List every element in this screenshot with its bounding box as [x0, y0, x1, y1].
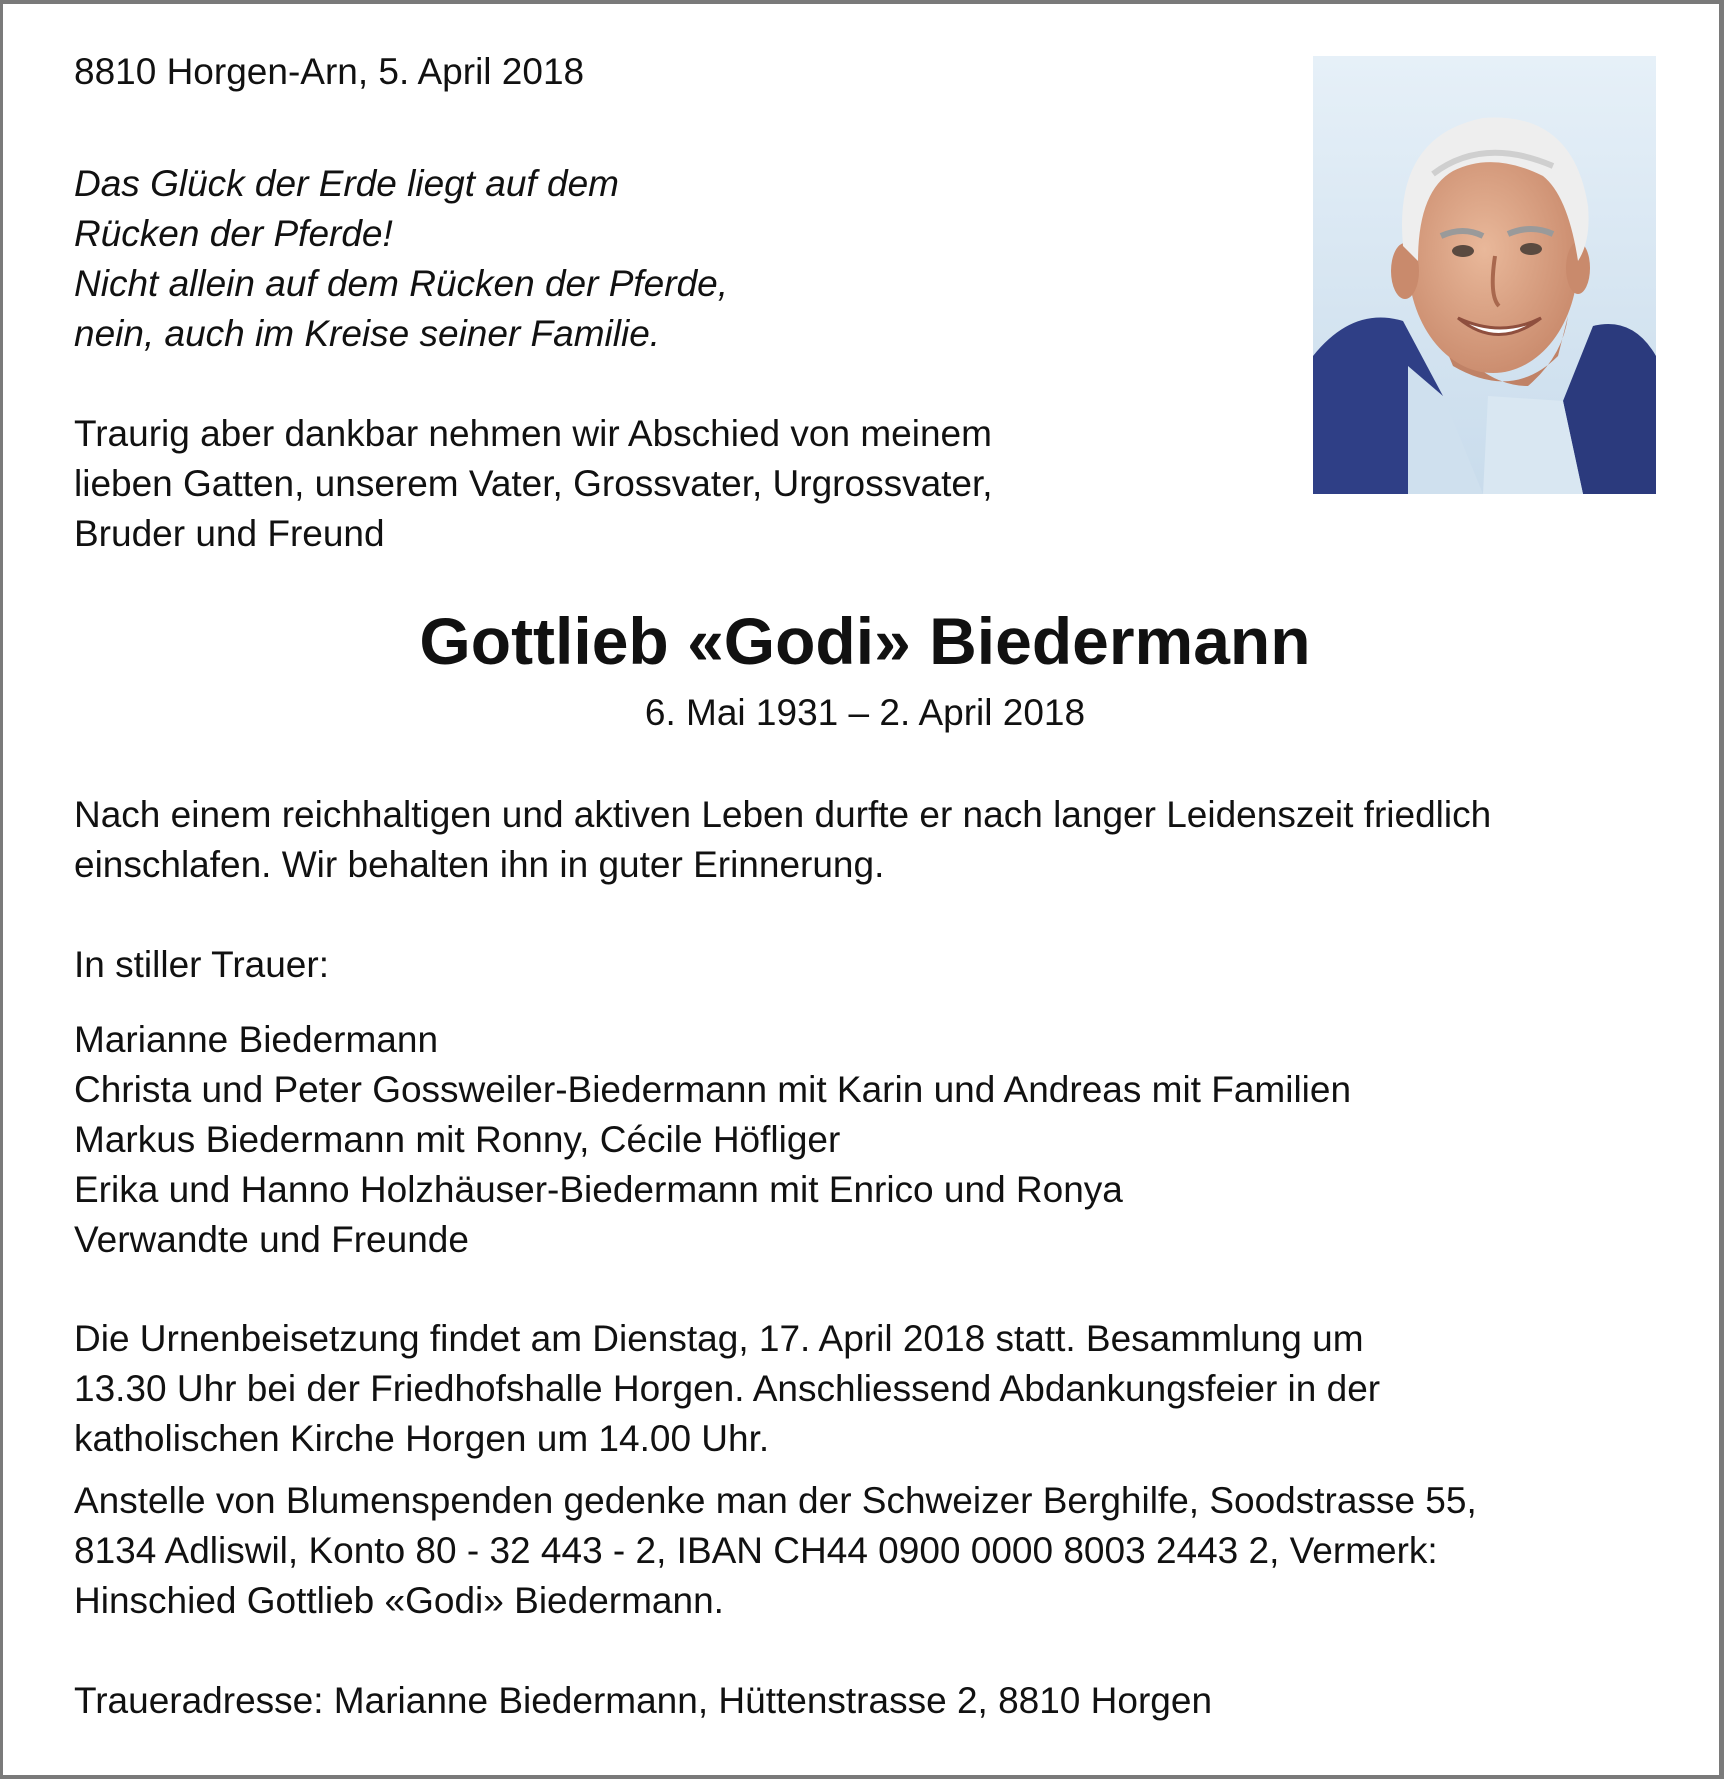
message-line: Nach einem reichhaltigen und aktiven Leben durfte er nach langer Leidenszeit friedlich [74, 794, 1492, 835]
message-line: einschlafen. Wir behalten ihn in guter Erinnerung. [74, 844, 885, 885]
mourning-address: Traueradresse: Marianne Biedermann, Hüttenstrasse 2, 8810 Horgen [74, 1680, 1213, 1721]
donation-line: 8134 Adliswil, Konto 80 - 32 443 - 2, IBAN CH44 0900 0000 8003 2443 2, Vermerk: [74, 1530, 1438, 1571]
donation-line: Anstelle von Blumenspenden gedenke man der Schweizer Berghilfe, Soodstrasse 55, [74, 1480, 1477, 1521]
mourner-item: Marianne Biedermann [74, 1019, 439, 1060]
deceased-name: Gottlieb «Godi» Biedermann [419, 604, 1311, 678]
donation-text [74, 1476, 1477, 1626]
portrait-photo [1313, 56, 1656, 494]
place-date: 8810 Horgen-Arn, 5. April 2018 [74, 51, 585, 92]
mourner-item: Erika und Hanno Holzhäuser-Biedermann mit Enrico und Ronya [74, 1169, 1123, 1210]
quote-line: Nicht allein auf dem Rücken der Pferde, [74, 263, 729, 304]
message-text [74, 790, 1491, 890]
quote-line: nein, auch im Kreise seiner Familie. [74, 313, 661, 354]
intro-line: Bruder und Freund [74, 513, 385, 554]
mourners-list [74, 1015, 1351, 1265]
quote-line: Das Glück der Erde liegt auf dem [74, 163, 619, 204]
ceremony-line: katholischen Kirche Horgen um 14.00 Uhr. [74, 1418, 770, 1459]
intro-line: Traurig aber dankbar nehmen wir Abschied von meinem [74, 413, 992, 454]
mourner-item: Markus Biedermann mit Ronny, Cécile Höfliger [74, 1119, 841, 1160]
ceremony-line: 13.30 Uhr bei der Friedhofshalle Horgen. Anschliessend Abdankungsfeier in der [74, 1368, 1381, 1409]
quote-line: Rücken der Pferde! [74, 213, 393, 254]
ceremony-line: Die Urnenbeisetzung findet am Dienstag, 17. April 2018 statt. Besammlung um [74, 1318, 1364, 1359]
ceremony-text [74, 1314, 1380, 1464]
quote [74, 159, 728, 359]
lifespan: 6. Mai 1931 – 2. April 2018 [644, 692, 1086, 733]
intro-text [74, 409, 993, 559]
donation-line: Hinschied Gottlieb «Godi» Biedermann. [74, 1580, 724, 1621]
mourner-item: Christa und Peter Gossweiler-Biedermann mit Karin und Andreas mit Familien [74, 1069, 1352, 1110]
intro-line: lieben Gatten, unserem Vater, Grossvater, Urgrossvater, [74, 463, 993, 504]
mourner-item: Verwandte und Freunde [74, 1219, 469, 1260]
mourning-label: In stiller Trauer: [74, 944, 329, 985]
